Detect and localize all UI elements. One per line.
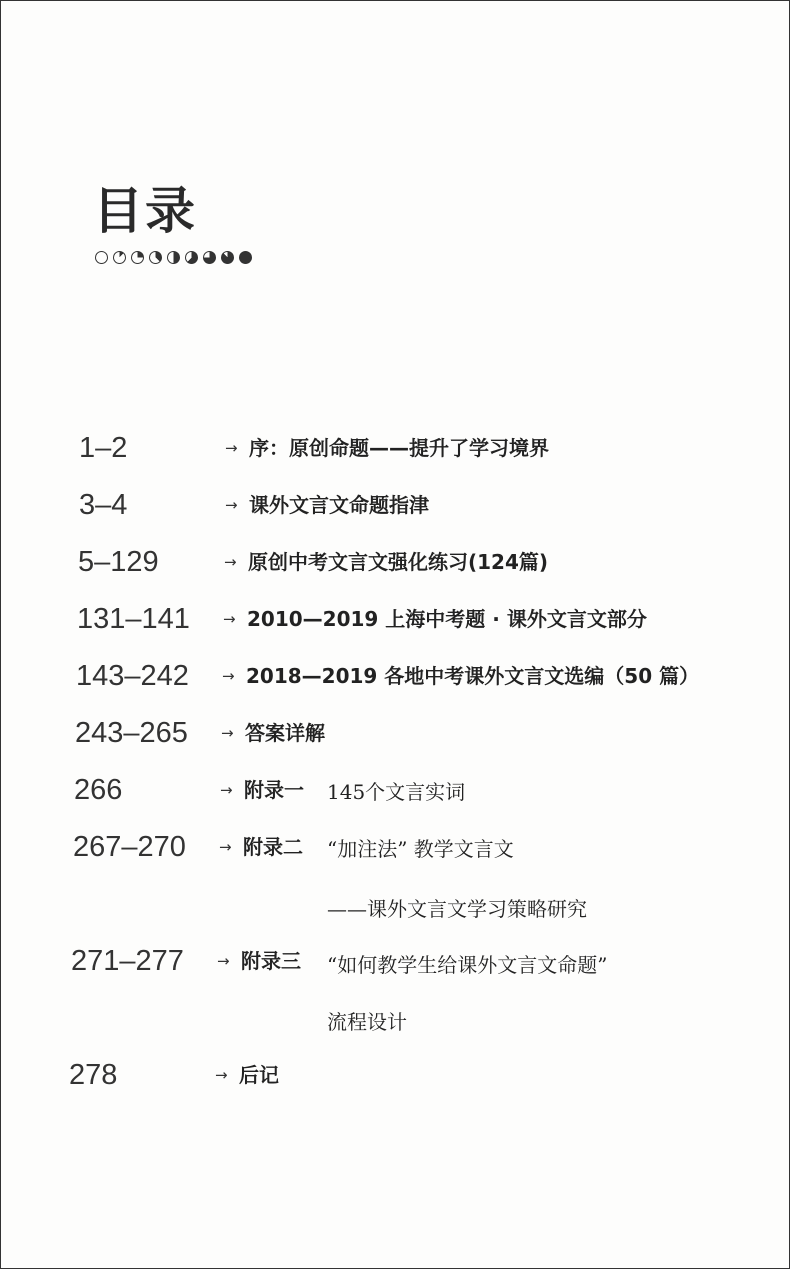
page-range: 278	[69, 1059, 118, 1091]
page-range: 1–2	[79, 432, 128, 464]
entry-title: 课外文言文命题指津	[249, 493, 429, 517]
entry-detail-continued: 流程设计	[327, 1010, 407, 1034]
toc-entry	[1, 599, 789, 639]
arrow-right-icon: →	[221, 724, 234, 742]
entry-detail-continued: ——课外文言文学习策略研究	[327, 897, 587, 921]
toc-entry	[1, 941, 789, 1034]
toc-entry	[1, 1055, 789, 1095]
entry-detail: “加注法” 教学文言文	[327, 837, 514, 861]
arrow-right-icon: →	[223, 610, 236, 628]
arrow-right-icon: →	[225, 496, 238, 514]
page-range: 143–242	[76, 660, 189, 692]
page-range: 5–129	[78, 546, 159, 578]
arrow-right-icon: →	[215, 1066, 228, 1084]
toc-entry	[1, 542, 789, 582]
page-range: 267–270	[73, 831, 186, 863]
entry-title: 原创中考文言文强化练习(124篇)	[248, 550, 549, 574]
arrow-right-icon: →	[220, 781, 233, 799]
entry-title: 2018—2019 各地中考课外文言文选编（50 篇）	[246, 664, 700, 688]
toc-entry	[1, 485, 789, 525]
page-range: 271–277	[71, 945, 184, 977]
arrow-right-icon: →	[224, 553, 237, 571]
entry-title: 答案详解	[245, 721, 325, 745]
toc-title: 目录	[93, 182, 197, 240]
toc-entry	[1, 656, 789, 696]
toc-entry	[1, 770, 789, 810]
entry-title: 序：原创命题——提升了学习境界	[249, 436, 549, 460]
entry-detail: 145个文言实词	[327, 780, 466, 804]
entry-title: 附录一	[244, 778, 304, 802]
arrow-right-icon: →	[219, 838, 232, 856]
entry-detail: “如何教学生给课外文言文命题”	[327, 953, 608, 977]
toc-entry	[1, 428, 789, 468]
page-range: 3–4	[79, 489, 128, 521]
arrow-right-icon: →	[222, 667, 235, 685]
entry-title: 附录二	[243, 835, 303, 859]
entry-title: 附录三	[241, 949, 301, 973]
entry-title: 后记	[239, 1063, 279, 1087]
entry-title: 2010—2019 上海中考题 · 课外文言文部分	[247, 607, 647, 631]
page-range: 243–265	[75, 717, 188, 749]
page-range: 131–141	[77, 603, 190, 635]
arrow-right-icon: →	[225, 439, 238, 457]
page-range: 266	[74, 774, 123, 806]
toc-list	[1, 1, 789, 1268]
toc-entry	[1, 827, 789, 921]
arrow-right-icon: →	[217, 952, 230, 970]
toc-entry	[1, 713, 789, 753]
